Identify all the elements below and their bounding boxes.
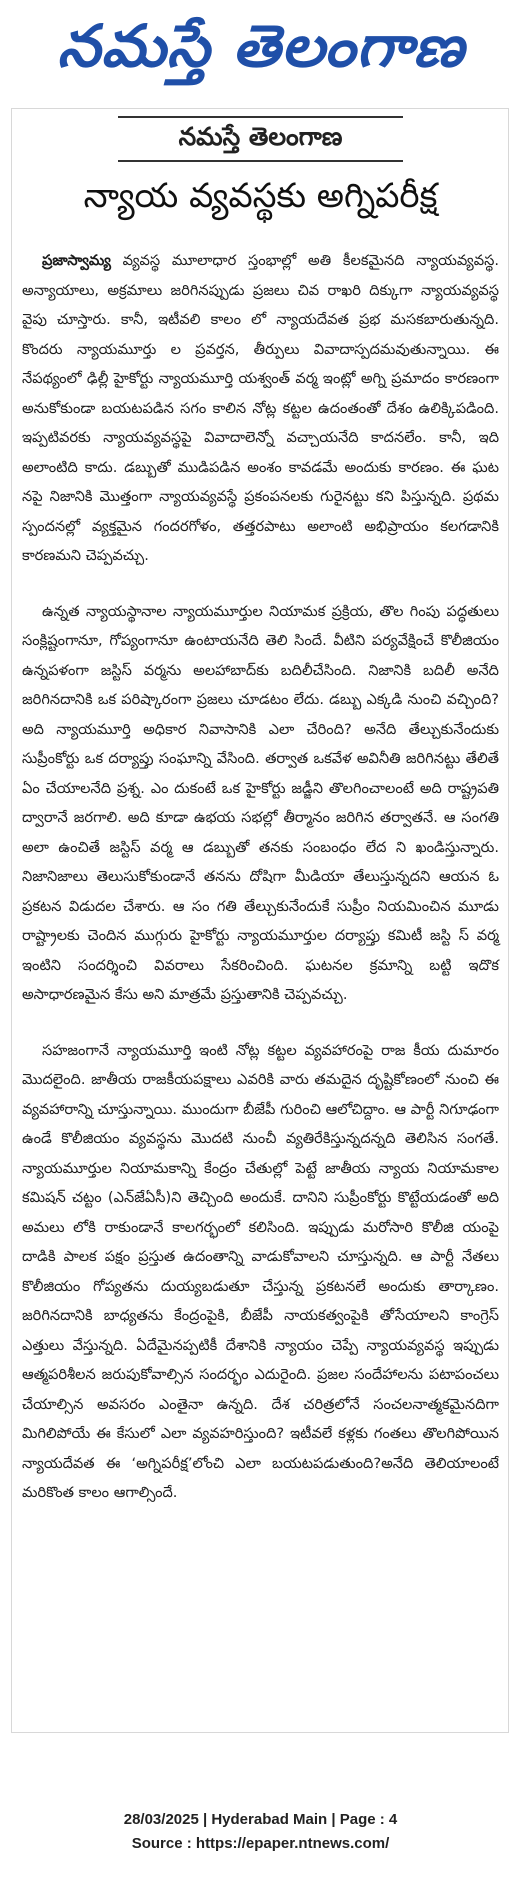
article-paragraph-3: సహజంగానే న్యాయమూర్తి ఇంటి నోట్ల కట్టల వ్యవహారంపై రాజ కీయ దుమారం మొదలైంది. జాతీయ రాజకీయపక్షాలు ఎవరికి వారు తమదైన దృష్టికోణంలో నుంచి ఈ వ్యవహారాన్ని చూస్తున్నాయి. ముందుగా బీజేపీ గురించి ఆలోచిద్దాం. ఆ పార్టీ నిగూఢంగా ఉండే కొలీజియం వ్యవస్థను మొదటి నుంచీ వ్యతిరేకిస్తున్నదన్నది తెలిసిన సంగతే. న్యాయమూర్తుల నియామకాన్ని కేంద్రం చేతుల్లో పెట్టే జాతీయ న్యాయ నియామకాల కమిషన్ చట్టం (ఎన్‌జేఏసీ)ని తెచ్చింది అందుకే. దానిని సుప్రీంకోర్టు కొట్టేయడంతో అది అమలు లోకి రాకుండానే కాలగర్భంలో కలిసింది. ఇప్పుడు మరోసారి కొలీజి యంపై దాడికి పాలక పక్షం ప్రస్తుత ఉదంతాన్ని వాడుకోవాలని చూస్తున్నది. ఆ పార్టీ నేతలు కొలీజియం గోప్యతను దుయ్యబడుతూ చేస్తున్న ప్రకటనలే అందుకు తార్కాణం. జరిగినదానికి బాధ్యతను కేంద్రంపైకి, బీజేపీ నాయకత్వంపైకి తోసేయాలని కాంగ్రెస్ ఎత్తులు వేస్తున్నది. ఏదేమైనప్పటికీ దేశానికి న్యాయం చెప్పే న్యాయవ్యవస్థ ఇప్పుడు ఆత్మపరిశీలన జరుపుకోవాల్సిన సందర్భం ఎదురైంది. ప్రజల సందేహాలను పటాపంచలు చేయాల్సిన అవసరం ఎంతైనా ఉన్నది. దేశ చరిత్రలోనే సంచలనాత్మకమైనదిగా మిగిలిపోయే ఈ కేసులో ఎలా వ్యవహరిస్తుంది? ఇటీవలే కళ్లకు గంతలు తొలగిపోయిన న్యాయదేవత ఈ ‘అగ్నిపరీక్ష’లోంచి ఎలా బయటపడుతుంది?అనేది తెలియాలంటే మరికొంత కాలం ఆగాల్సిందే.	[22, 1041, 499, 1501]
masthead-logo-text: నమస్తే తెలంగాణ	[56, 12, 465, 80]
dateline: 28/03/2025 | Hyderabad Main | Page : 4	[123, 1811, 398, 1828]
article-paragraph-2: ఉన్నత న్యాయస్థానాల న్యాయమూర్తుల నియామక ప్రక్రియ, తొల గింపు పద్ధతులు సంక్లిష్టంగానూ, గోప్యంగానూ ఉంటాయనేది తెలి సిందే. వీటిని పర్యవేక్షించే కొలీజియం ఉన్నపళంగా జస్టిస్ వర్మను అలహాబాద్‌కు బదిలీచేసింది. నిజానికి బదిలీ అనేది జరిగినదానికి ఒక పరిష్కారంగా ప్రజలు చూడటం లేదు. డబ్బు ఎక్కడి నుంచి వచ్చింది? అది న్యాయమూర్తి అధికార నివాసానికి ఎలా చేరింది? అనేది తేల్చుకునేందుకు సుప్రీంకోర్టు ఒక దర్యాప్తు సంఘాన్ని వేసింది. తర్వాత ఒకవేళ అవినీతి జరిగినట్టు తేలితే ఏం చేయాలనేది ప్రశ్న. ఎం దుకంటే ఒక హైకోర్టు జడ్జీని తొలగించాలంటే అది రాష్ట్రపతి ద్వారానే జరగాలి. అది కూడా ఉభయ సభల్లో తీర్మానం జరిగిన తర్వాతనే. ఆ సంగతి అలా ఉంచితే జస్టిస్ వర్మ ఆ డబ్బుతో తనకు సంబంధం లేద ని ఖండిస్తున్నారు. నిజానిజాలు తెలుసుకోకుండానే తనను దోషిగా మీడియా తేలుస్తున్నదని ఆయన ఓ ప్రకటన విడుదల చేశారు. ఆ సం గతి తేల్చుకునేందుకే సుప్రీం నియమించిన మూడు రాష్ట్రాలకు చెందిన ముగ్గురు హైకోర్టు న్యాయమూర్తుల దర్యాప్తు కమిటీ జస్టి స్ వర్మ ఇంటిని సందర్శించి వివరాలు సేకరించింది. ఘటనల క్రమాన్ని బట్టి ఇదొక అసాధారణమైన కేసు అని మాత్రమే ప్రస్తుతానికి చెప్పవచ్చు.	[22, 602, 499, 1003]
section-label: నమస్తే తెలంగాణ	[178, 122, 343, 151]
source-line: Source : https://epaper.ntnews.com/	[131, 1835, 390, 1852]
footer	[0, 1808, 521, 1856]
lead-word: ప్రజాస్వామ్య	[42, 252, 111, 269]
article-body	[22, 246, 499, 1534]
section-rule-top	[118, 116, 403, 118]
article-paragraph-1	[22, 246, 499, 571]
masthead	[0, 6, 521, 86]
article-headline: న్యాయ వ్యవస్థకు అగ్నిపరీక్ష	[83, 176, 438, 216]
paragraph-1-text: వ్యవస్థ మూలాధార స్తంభాల్లో అతి కీలకమైనది న్యాయవ్యవస్థ. అన్యాయాలు, అక్రమాలు జరిగినప్పుడు ప్రజలు చివ రాఖరి దిక్కుగా న్యాయవ్యవస్థ వైపు చూస్తారు. కానీ, ఇటీవలి కాలం లో న్యాయదేవత ప్రభ మసకబారుతున్నది. కొందరు న్యాయమూర్తు ల ప్రవర్తన, తీర్పులు వివాదాస్పదమవుతున్నాయి. ఈ నేపథ్యంలో ఢిల్లీ హైకోర్టు న్యాయమూర్తి యశ్వంత్ వర్మ ఇంట్లో అగ్ని ప్రమాదం కారణంగా అనుకోకుండా బయటపడిన సగం కాలిన నోట్ల కట్టల ఉదంతంతో దేశం ఉలిక్కిపడింది. ఇప్పటివరకు న్యాయవ్యవస్థపై వివాదాలెన్నో వచ్చాయనేది కాదనలేం. కానీ, ఇది అలాంటిది కాదు. డబ్బుతో ముడిపడిన అంశం కావడమే అందుకు కారణం. ఈ ఘట నపై నిజానికి మొత్తంగా న్యాయవ్యవస్థే ప్రకంపనలకు గురైనట్టు కని పిస్తున్నది. ప్రథమ స్పందనల్లో వ్యక్తమైన గందరగోళం, తత్తరపాటు అలాంటి అభిప్రాయం కలగడానికి కారణమని చెప్పవచ్చు.	[22, 252, 499, 564]
section-rule-bottom	[118, 160, 403, 162]
